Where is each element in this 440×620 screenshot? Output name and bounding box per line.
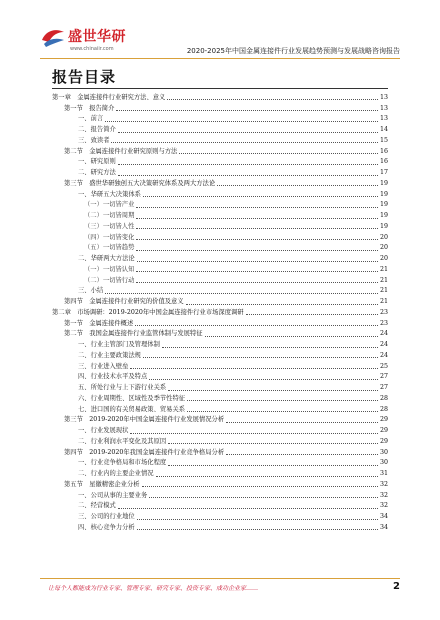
toc-entry-page: 30 — [379, 448, 388, 456]
toc-entry-label: 四、核心竞争力分析 — [78, 523, 135, 531]
toc-entry-label: 一、行业竞争格局和市场化程度 — [78, 459, 167, 467]
toc-entry[interactable] — [52, 468, 388, 479]
toc-entry-page: 31 — [379, 470, 388, 477]
toc-entry[interactable] — [52, 458, 388, 469]
toc-leader-dots — [116, 109, 378, 111]
toc-entry-label: （三）一切皆人性 — [84, 222, 135, 230]
toc-entry-label: 一、研究原则 — [78, 158, 116, 166]
toc-entry-page: 32 — [379, 480, 388, 488]
toc-leader-dots — [186, 303, 378, 305]
toc-leader-dots — [135, 324, 378, 326]
table-of-contents — [52, 92, 388, 533]
toc-leader-dots — [143, 195, 378, 197]
toc-entry-page: 34 — [379, 513, 388, 520]
toc-entry[interactable] — [52, 382, 388, 393]
toc-leader-dots — [105, 120, 378, 122]
toc-entry-page: 19 — [379, 190, 388, 198]
toc-entry[interactable] — [52, 339, 388, 350]
toc-leader-dots — [168, 389, 378, 391]
toc-leader-dots — [226, 421, 378, 423]
toc-entry-page: 29 — [379, 437, 388, 445]
toc-entry[interactable] — [52, 501, 388, 512]
toc-leader-dots — [205, 335, 378, 337]
toc-entry[interactable] — [52, 350, 388, 361]
toc-entry[interactable] — [52, 157, 388, 168]
toc-leader-dots — [187, 410, 378, 412]
toc-entry-label: 第一章 金属连接件行业研究方法、意义 — [52, 93, 166, 101]
toc-entry-page: 23 — [379, 319, 388, 327]
toc-entry-page: 24 — [379, 330, 388, 338]
toc-entry-page: 32 — [379, 491, 388, 499]
toc-entry-label: 一、行业发展现状 — [78, 427, 129, 434]
toc-entry[interactable] — [52, 286, 388, 297]
toc-entry-label: 第二节 金属连接件行业研究原则与方法 — [64, 147, 178, 155]
toc-entry-page: 24 — [379, 341, 388, 348]
toc-entry-page: 16 — [379, 158, 388, 166]
toc-entry-label: 一、公司从事的主要业务 — [78, 491, 148, 499]
toc-entry[interactable] — [52, 329, 388, 340]
toc-entry-label: 二、行业利润水平变化及其原因 — [78, 437, 167, 445]
toc-leader-dots — [142, 485, 378, 487]
toc-entry-label: 第三节 2019-2020年中国金属连接件行业发展情况分析 — [64, 416, 225, 424]
toc-leader-dots — [111, 141, 378, 143]
toc-entry-label: 二、行业内的主要企业情况 — [78, 470, 154, 477]
logo-text: 盛世华研 — [68, 29, 126, 45]
toc-leader-dots — [167, 98, 378, 100]
toc-entry[interactable] — [52, 264, 388, 275]
toc-leader-dots — [105, 292, 378, 294]
toc-leader-dots — [156, 475, 378, 477]
toc-entry-label: 第五节 星徽精密企业分析 — [64, 480, 140, 488]
toc-leader-dots — [137, 528, 378, 530]
toc-entry-page: 13 — [379, 104, 388, 112]
toc-entry-page: 28 — [379, 394, 388, 402]
toc-entry-page: 24 — [379, 351, 388, 359]
toc-leader-dots — [226, 453, 378, 455]
toc-entry-label: 第二节 我国金属连接件行业监管体制与发展特征 — [64, 330, 203, 338]
header-divider — [40, 58, 400, 59]
toc-entry-page: 28 — [379, 405, 388, 413]
toc-entry-label: 第二章 市场调研：2019-2020年中国金属连接件行业市场深度调研 — [52, 308, 244, 316]
toc-entry[interactable] — [52, 178, 388, 189]
toc-entry-label: 六、行业周期性、区域性及季节性特征 — [78, 394, 186, 402]
toc-leader-dots — [168, 442, 378, 444]
toc-leader-dots — [130, 367, 378, 369]
toc-entry[interactable] — [52, 210, 388, 221]
toc-leader-dots — [136, 206, 378, 208]
toc-entry[interactable] — [52, 243, 388, 254]
toc-entry-page: 20 — [379, 255, 388, 262]
toc-entry-label: 二、华研两大方法论 — [78, 255, 135, 262]
toc-leader-dots — [136, 281, 378, 283]
toc-entry[interactable] — [52, 296, 388, 307]
toc-entry-label: 三、行业进入壁垒 — [78, 362, 129, 370]
toc-entry-page: 21 — [379, 298, 388, 305]
toc-entry-page: 15 — [379, 136, 388, 144]
toc-entry-label: 二、行业主要政策法规 — [78, 351, 141, 359]
toc-entry[interactable] — [52, 275, 388, 286]
toc-leader-dots — [136, 217, 378, 219]
toc-entry-label: 第一节 金属连接件概述 — [64, 319, 134, 327]
toc-leader-dots — [143, 356, 378, 358]
toc-entry-page: 32 — [379, 502, 388, 510]
toc-leader-dots — [136, 270, 378, 272]
logo-url: www.chinaiir.com — [70, 46, 114, 52]
toc-entry[interactable] — [52, 146, 388, 157]
toc-leader-dots — [130, 432, 378, 434]
toc-entry[interactable] — [52, 479, 388, 490]
toc-entry-page: 25 — [379, 362, 388, 370]
toc-entry-page: 34 — [379, 523, 388, 531]
page-header — [0, 0, 440, 70]
toc-leader-dots — [246, 313, 378, 315]
toc-entry[interactable] — [52, 124, 388, 135]
toc-entry-page: 20 — [379, 244, 388, 252]
toc-entry[interactable] — [52, 522, 388, 533]
toc-entry-label: 第四节 2019-2020年我国金属连接件行业竞争格局分析 — [64, 448, 225, 456]
toc-entry-label: 三、小结 — [78, 287, 104, 295]
toc-entry-label: 二、经营模式 — [78, 502, 116, 510]
toc-entry-label: （二）一切皆行动 — [84, 276, 135, 284]
toc-leader-dots — [118, 507, 378, 509]
toc-leader-dots — [136, 227, 378, 229]
toc-entry-page: 21 — [379, 287, 388, 295]
toc-entry-label: （四）一切皆变化 — [84, 233, 135, 241]
toc-entry-page: 20 — [379, 233, 388, 241]
toc-leader-dots — [187, 399, 378, 401]
footer-divider — [40, 578, 400, 579]
toc-entry-page: 17 — [379, 169, 388, 176]
toc-entry-label: 三、致读者 — [78, 136, 110, 144]
toc-entry-label: 四、行业技术水平及特点 — [78, 373, 148, 381]
brand-logo — [40, 24, 150, 54]
toc-entry-page: 13 — [379, 93, 388, 101]
toc-entry-page: 19 — [379, 222, 388, 230]
toc-entry[interactable] — [52, 511, 388, 522]
toc-leader-dots — [118, 131, 378, 133]
toc-entry-page: 27 — [379, 373, 388, 381]
toc-entry-page: 16 — [379, 147, 388, 155]
toc-entry[interactable] — [52, 447, 388, 458]
toc-entry-label: 五、所处行业与上下游行业关系 — [78, 384, 167, 391]
toc-leader-dots — [118, 163, 378, 165]
toc-leader-dots — [168, 464, 378, 466]
toc-leader-dots — [118, 174, 378, 176]
toc-entry[interactable] — [52, 189, 388, 200]
toc-leader-dots — [179, 152, 378, 154]
toc-heading: 报告目录 — [52, 68, 117, 86]
toc-entry-label: 二、研究方法 — [78, 169, 116, 176]
toc-entry-label: 一、前言 — [78, 115, 104, 123]
toc-entry-label: 一、华研五大决策体系 — [78, 190, 141, 198]
toc-entry[interactable] — [52, 372, 388, 383]
report-title: 2020-2025年中国金属连接件行业发展趋势预测与发展战略咨询报告 — [186, 47, 400, 55]
toc-entry-page: 21 — [379, 265, 388, 273]
toc-leader-dots — [162, 346, 378, 348]
toc-entry[interactable] — [52, 167, 388, 178]
toc-entry-label: 第四节 金属连接件行业研究的价值及意义 — [64, 298, 184, 305]
toc-entry-page: 19 — [379, 179, 388, 187]
logo-mark-icon — [40, 26, 66, 48]
toc-entry-label: 三、公司的行业地位 — [78, 513, 135, 520]
toc-entry[interactable] — [52, 425, 388, 436]
toc-entry-page: 13 — [379, 115, 388, 123]
toc-entry[interactable] — [52, 103, 388, 114]
toc-entry-page: 23 — [379, 308, 388, 316]
toc-leader-dots — [217, 184, 378, 186]
toc-entry-page: 29 — [379, 416, 388, 424]
toc-entry[interactable] — [52, 114, 388, 125]
toc-leader-dots — [149, 496, 378, 498]
toc-leader-dots — [149, 378, 378, 380]
toc-entry-page: 27 — [379, 384, 388, 391]
toc-entry-page: 19 — [379, 201, 388, 209]
toc-entry-label: （一）一切皆产业 — [84, 201, 135, 209]
toc-entry-page: 30 — [379, 459, 388, 467]
toc-entry-label: 一、行业主管部门及管理体制 — [78, 341, 160, 348]
toc-leader-dots — [137, 518, 378, 520]
toc-entry-label: 第三节 盛世华研独创五大决策研究体系及两大方法论 — [64, 179, 216, 187]
toc-entry-label: （五）一切皆趋势 — [84, 244, 135, 252]
toc-entry-label: 七、进口国的有关贸易政策、贸易关系 — [78, 405, 186, 413]
toc-entry-label: （一）一切皆认知 — [84, 265, 135, 273]
toc-entry[interactable] — [52, 135, 388, 146]
footer-slogan: 让每个人都能成为行业专家、管理专家、研究专家、投资专家、成功企业家…… — [48, 585, 259, 592]
toc-entry-page: 19 — [379, 212, 388, 219]
toc-entry[interactable] — [52, 393, 388, 404]
toc-entry[interactable] — [52, 404, 388, 415]
toc-entry[interactable] — [52, 490, 388, 501]
toc-entry-label: 第一节 报告简介 — [64, 104, 115, 112]
toc-entry-label: 二、报告简介 — [78, 126, 116, 133]
toc-entry[interactable] — [52, 361, 388, 372]
toc-leader-dots — [136, 249, 378, 251]
toc-entry[interactable] — [52, 92, 388, 103]
toc-heading-divider — [52, 88, 388, 89]
toc-entry[interactable] — [52, 318, 388, 329]
toc-entry[interactable] — [52, 436, 388, 447]
toc-entry[interactable] — [52, 232, 388, 243]
toc-entry[interactable] — [52, 200, 388, 211]
toc-entry-page: 21 — [379, 276, 388, 284]
toc-entry[interactable] — [52, 221, 388, 232]
toc-entry-page: 14 — [379, 126, 388, 133]
toc-entry-label: （二）一切皆周期 — [84, 212, 135, 219]
toc-leader-dots — [136, 238, 378, 240]
toc-entry[interactable] — [52, 307, 388, 318]
toc-entry[interactable] — [52, 253, 388, 264]
toc-entry[interactable] — [52, 415, 388, 426]
toc-leader-dots — [137, 260, 378, 262]
toc-entry-page: 29 — [379, 427, 388, 434]
page-number: 2 — [393, 581, 400, 592]
